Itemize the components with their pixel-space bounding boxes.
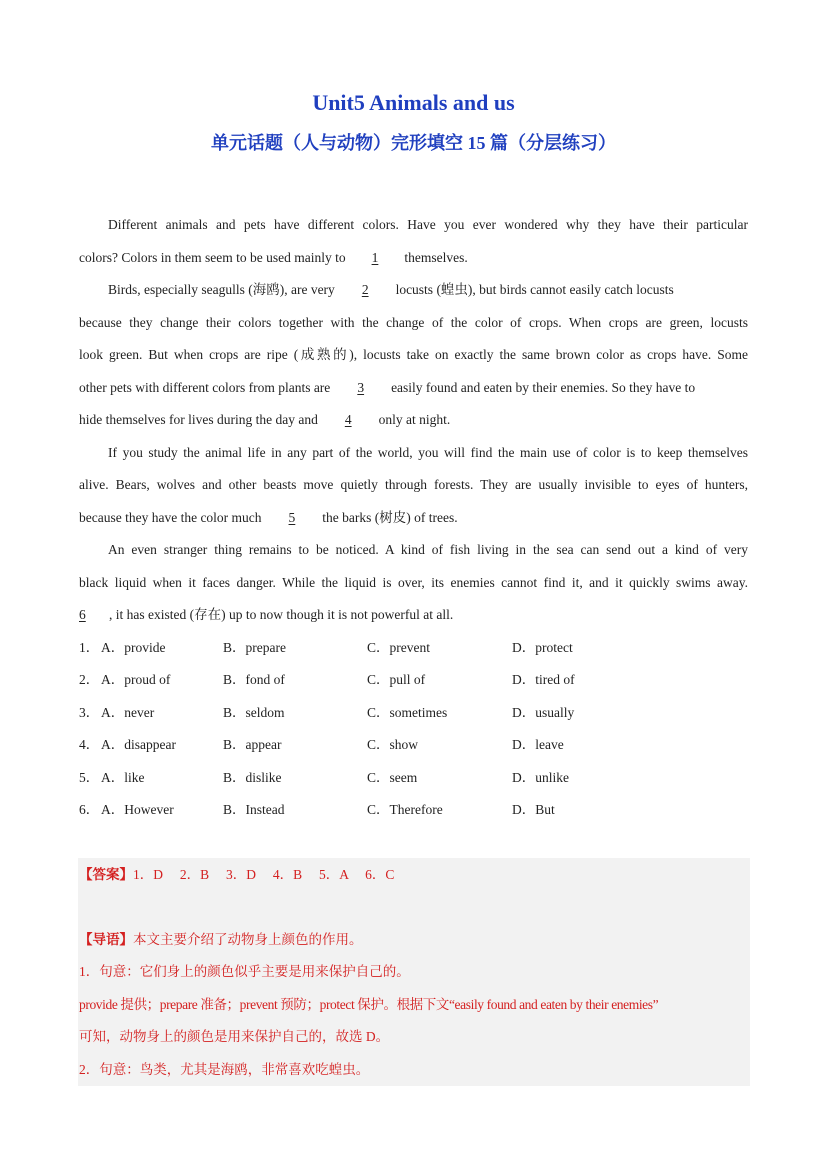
passage-text: locusts (蝗虫), but birds cannot easily catch locusts [392,282,674,297]
passage-text: themselves. [400,250,468,265]
passage-line: because they change their colors together with the change of the color of crops. When crops are green, locusts [79,315,748,330]
guide-label: 【导语】 [79,932,133,947]
passage-text: , it has existed (存在) up to now though it is not powerful at all. [109,607,454,622]
passage-line: alive. Bears, wolves and other beasts move quietly through forests. They are usually invisible to eyes of hunters, [79,477,748,492]
option-d[interactable]: D．But [512,802,555,817]
option-d[interactable]: D．unlike [512,770,569,785]
option-a[interactable]: A．However [101,802,174,817]
option-c[interactable]: C．Therefore [367,802,443,817]
option-d[interactable]: D．leave [512,737,564,752]
option-d[interactable]: D．protect [512,640,573,655]
question-number: 1． [79,640,100,655]
option-d[interactable]: D．tired of [512,672,575,687]
blank-2[interactable]: 2 [361,282,369,297]
option-b[interactable]: B．fond of [223,672,285,687]
question-number: 5． [79,770,100,785]
passage-line [79,378,748,398]
question-number: 6． [79,802,100,817]
blank-4[interactable]: 4 [344,412,352,427]
question-number: 4． [79,737,100,752]
passage-line [79,248,748,268]
blank-5[interactable]: 5 [288,510,296,525]
option-a[interactable]: A．like [101,770,145,785]
option-c[interactable]: C．seem [367,770,418,785]
option-c[interactable]: C．show [367,737,419,752]
passage-line: An even stranger thing remains to be noticed. A kind of fish living in the sea can send out a kind of very [108,542,748,557]
explanation-line: 2．句意：鸟类，尤其是海鸥，非常喜欢吃蝗虫。 [79,1062,370,1077]
passage-line [79,410,748,430]
option-a[interactable]: A．proud of [101,672,171,687]
passage-line: If you study the animal life in any part of the world, you will find the main use of color is to keep themselves [108,445,748,460]
page-title: Unit5 Animals and us [312,90,515,115]
option-b[interactable]: B．appear [223,737,282,752]
option-b[interactable]: B．dislike [223,770,282,785]
option-a[interactable]: A．disappear [101,737,176,752]
option-b[interactable]: B．Instead [223,802,285,817]
answer-key: 1．D 2．B 3．D 4．B 5．A 6．C [133,867,395,882]
option-a[interactable]: A．never [101,705,155,720]
answer-line [79,865,394,885]
blank-1[interactable]: 1 [371,250,379,265]
explanation-line: 可知，动物身上的颜色是用来保护自己的，故选 D。 [79,1029,390,1044]
passage-text: only at night. [375,412,451,427]
passage-text: Birds, especially seagulls (海鸥), are very [108,282,339,297]
passage-text: colors? Colors in them seem to be used mainly to [79,250,349,265]
option-c[interactable]: C．prevent [367,640,430,655]
guide-line [79,930,363,950]
passage-text: hide themselves for lives during the day and [79,412,322,427]
passage-line: black liquid when it faces danger. While the liquid is over, its enemies cannot find it, and it quickly swims away. [79,575,748,590]
option-a[interactable]: A．provide [101,640,166,655]
option-b[interactable]: B．prepare [223,640,286,655]
blank-6[interactable]: 6 [79,607,86,622]
answer-label: 【答案】 [79,867,133,882]
passage-line [79,605,748,625]
passage-text: easily found and eaten by their enemies. So they have to [387,380,696,395]
explanation-line: provide 提供；prepare 准备；prevent 预防；protect 保护。根据下文“easily found and eaten by their enemies” [79,997,659,1012]
passage-text: other pets with different colors from plants are [79,380,334,395]
option-c[interactable]: C．sometimes [367,705,448,720]
option-b[interactable]: B．seldom [223,705,285,720]
page-subtitle: 单元话题（人与动物）完形填空 15 篇（分层练习） [211,133,616,153]
question-number: 3． [79,705,100,720]
passage-line [108,280,748,300]
question-number: 2． [79,672,100,687]
passage-line: look green. But when crops are ripe (成熟的), locusts take on exactly the same brown color as crops have. Some [79,347,748,362]
passage-line [79,508,748,528]
passage-line: Different animals and pets have different colors. Have you ever wondered why they have their particular [108,217,748,232]
blank-3[interactable]: 3 [357,380,365,395]
passage-text: the barks (树皮) of trees. [318,510,458,525]
option-d[interactable]: D．usually [512,705,575,720]
option-c[interactable]: C．pull of [367,672,426,687]
guide-text: 本文主要介绍了动物身上颜色的作用。 [133,932,363,947]
explanation-line: 1．句意：它们身上的颜色似乎主要是用来保护自己的。 [79,964,410,979]
passage-text: because they have the color much [79,510,265,525]
